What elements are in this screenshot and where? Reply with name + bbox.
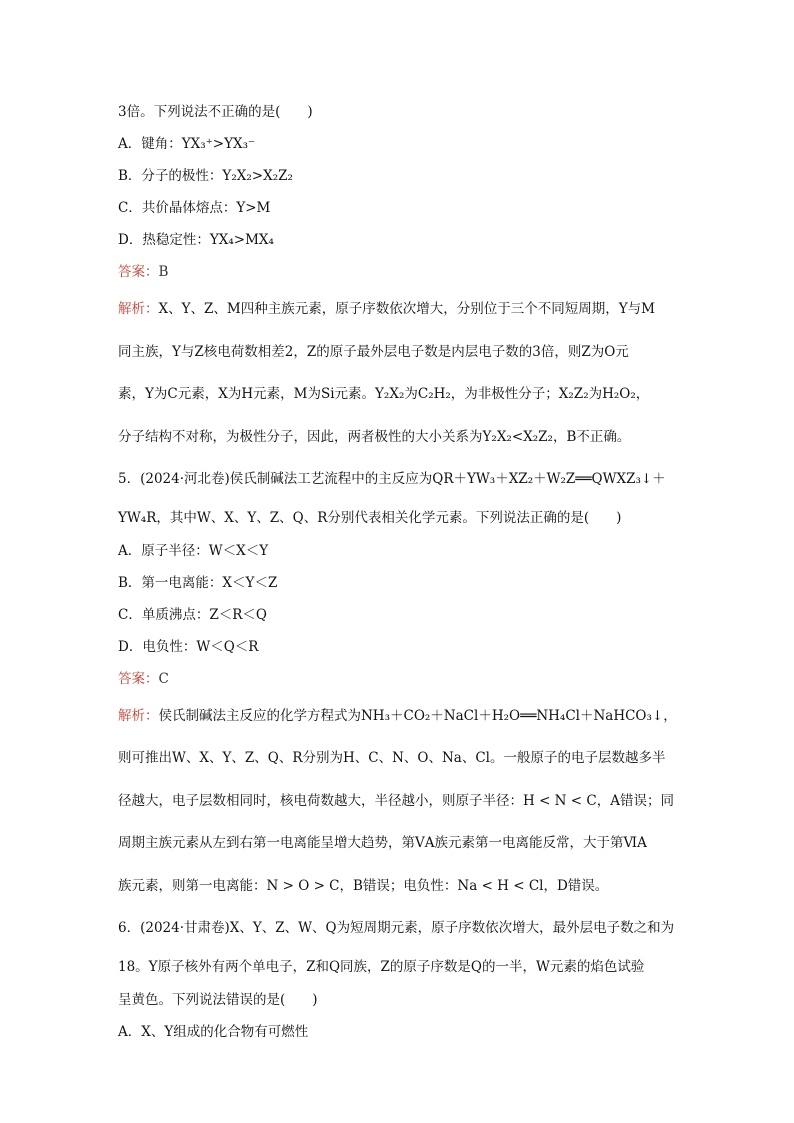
option-c: C．共价晶体熔点：Y>M <box>118 200 271 216</box>
answer-line <box>118 663 684 695</box>
question-stem-line: YW₄R，其中W、X、Y、Z、Q、R分别代表相关化学元素。下列说法正确的是( ) <box>118 509 622 526</box>
option-c: C．单质沸点：Z＜R＜Q <box>118 606 267 623</box>
explanation-block <box>118 695 684 908</box>
answer-line <box>118 256 684 288</box>
explanation-text: 侯氏制碱法主反应的化学方程式为NH₃＋CO₂＋NaCl＋H₂O══NH₄Cl＋NaHCO₃↓， <box>158 707 677 724</box>
option-b: B．分子的极性：Y₂X₂>X₂Z₂ <box>118 168 293 184</box>
question-5-stem <box>118 458 684 535</box>
answer-value: C <box>158 670 169 687</box>
option-d: D．电负性：W＜Q＜R <box>118 638 259 655</box>
answer-label: 答案： <box>118 670 159 687</box>
document-page <box>118 96 684 1048</box>
explanation-line: 周期主族元素从左到右第一电离能呈增大趋势，第ⅤA族元素第一电离能反常，大于第ⅥA <box>118 835 647 851</box>
question-stem-line: 18。Y原子核外有两个单电子，Z和Q同族，Z的原子序数是Q的一半，W元素的焰色试验 <box>118 958 645 975</box>
explanation-line: 族元素，则第一电离能：N > O > C，B错误；电负性：Na < H < Cl，D错误。 <box>118 877 609 894</box>
option-a: A．X、Y组成的化合物有可燃性 <box>118 1023 309 1040</box>
answer-value: B <box>158 264 169 280</box>
explanation-line: 素，Y为C元素，X为H元素，M为Si元素。Y₂X₂为C₂H₂，为非极性分子；X₂Z₂为H₂O₂， <box>118 386 650 402</box>
explanation-line: 径越大，电子层数相同时，核电荷数越大，半径越小，则原子半径：H < N < C，A错误；同 <box>118 792 674 809</box>
question-stem: 3倍。下列说法不正确的是( ) <box>118 104 313 120</box>
explanation-block <box>118 288 684 458</box>
explanation-line <box>118 695 684 738</box>
option-d: D．热稳定性：YX₄>MX₄ <box>118 232 274 248</box>
answer-label: 答案： <box>118 264 159 280</box>
question-6-stem <box>118 907 684 984</box>
explanation-line: 分子结构不对称，为极性分子，因此，两者极性的大小关系为Y₂X₂<X₂Z₂，B不正确。 <box>118 428 631 445</box>
option-b: B．第一电离能：X＜Y＜Z <box>118 574 278 591</box>
explanation-line: 则可推出W、X、Y、Z、Q、R分别为H、C、N、O、Na、Cl。一般原子的电子层数越多半 <box>118 750 666 766</box>
option-a: A．键角：YX₃⁺>YX₃⁻ <box>118 136 256 152</box>
explanation-label: 解析： <box>118 301 159 317</box>
option-a: A．原子半径：W＜X＜Y <box>118 542 269 559</box>
question-stem-line: 5．(2024·河北卷)侯氏制碱法工艺流程中的主反应为QR＋YW₃＋XZ₂＋W₂Z══QWXZ₃↓＋ <box>118 471 666 487</box>
explanation-text: X、Y、Z、M四种主族元素，原子序数依次增大，分别位于三个不同短周期，Y与M <box>158 301 655 317</box>
explanation-line: 同主族，Y与Z核电荷数相差2，Z的原子最外层电子数是内层电子数的3倍，则Z为O元 <box>118 343 629 360</box>
explanation-line <box>118 288 684 331</box>
question-stem-line: 6．(2024·甘肃卷)X、Y、Z、W、Q为短周期元素，原子序数依次增大，最外层电子数之和为 <box>118 920 675 936</box>
explanation-label: 解析： <box>118 707 159 724</box>
question-stem-line: 呈黄色。下列说法错误的是( ) <box>118 991 318 1008</box>
